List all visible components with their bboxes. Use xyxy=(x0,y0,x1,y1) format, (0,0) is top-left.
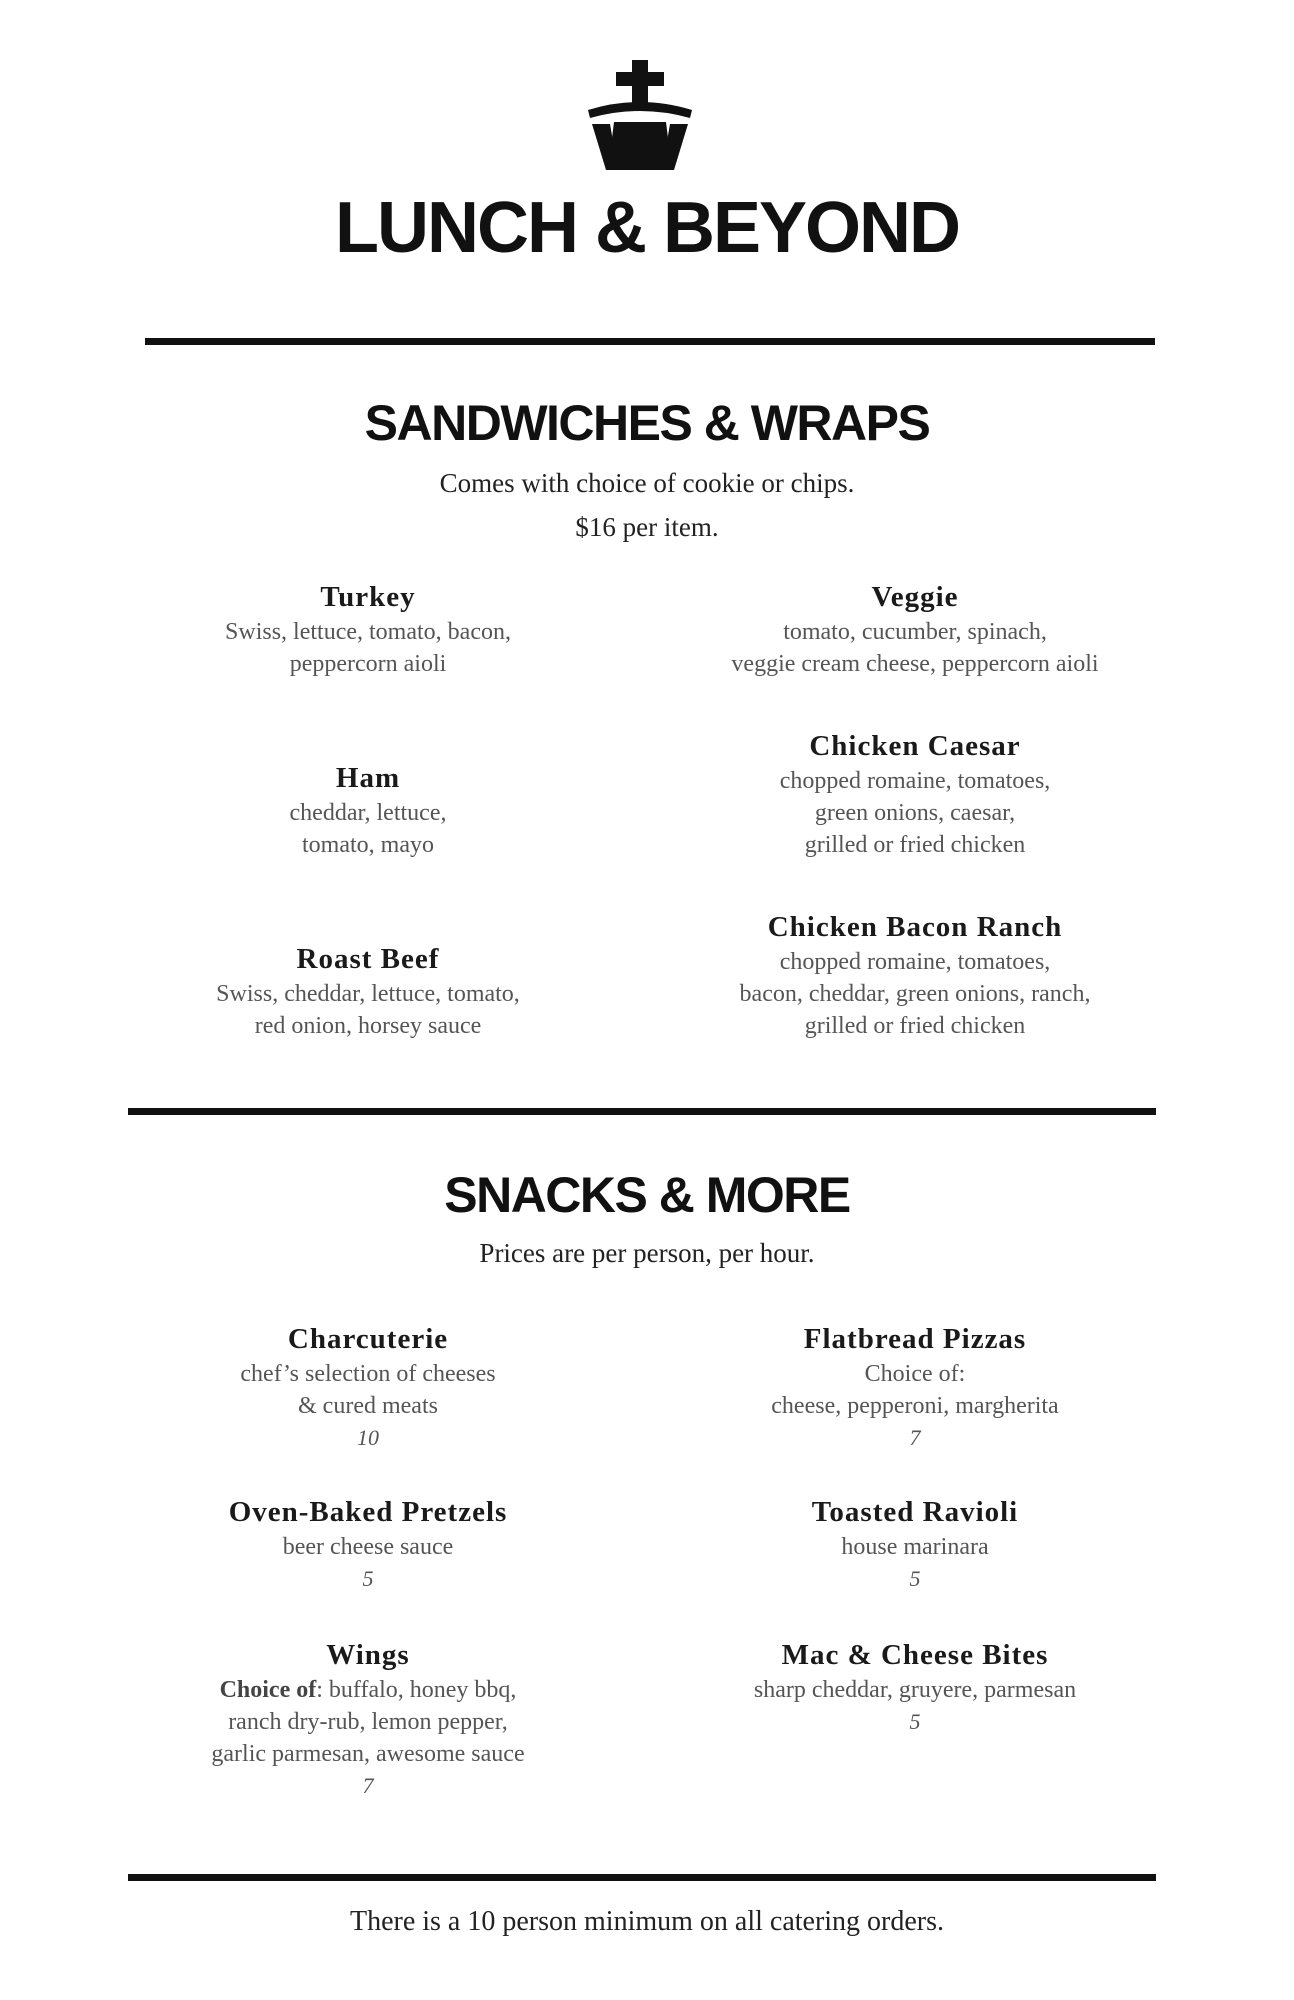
item-price: 10 xyxy=(357,1425,379,1450)
item-desc-lead: Choice of xyxy=(219,1677,317,1703)
item-name: Veggie xyxy=(871,581,959,613)
item-price: 5 xyxy=(909,1566,921,1591)
item-name: Toasted Ravioli xyxy=(811,1496,1019,1528)
item-desc: house marinara xyxy=(841,1534,989,1560)
item-desc: Choice of: xyxy=(864,1361,966,1387)
item-name: Flatbread Pizzas xyxy=(803,1323,1027,1355)
item-desc: Swiss, cheddar, lettuce, tomato, xyxy=(216,981,520,1007)
item-desc: tomato, cucumber, spinach, xyxy=(783,619,1047,645)
item-desc: garlic parmesan, awesome sauce xyxy=(211,1741,525,1767)
item-desc: tomato, mayo xyxy=(302,832,434,858)
item-name: Oven-Baked Pretzels xyxy=(228,1496,508,1528)
item-desc: chopped romaine, tomatoes, xyxy=(779,768,1051,794)
menu-item-wings xyxy=(118,1638,618,1802)
divider-top xyxy=(145,338,1155,345)
item-desc: & cured meats xyxy=(298,1393,438,1419)
menu-item-chicken-caesar xyxy=(665,729,1165,861)
menu-item-roast-beef xyxy=(118,942,618,1042)
item-desc: chopped romaine, tomatoes, xyxy=(779,949,1051,975)
item-desc: Swiss, lettuce, tomato, bacon, xyxy=(225,619,511,645)
divider-middle xyxy=(128,1108,1156,1115)
item-name: Chicken Bacon Ranch xyxy=(767,911,1063,943)
item-desc: cheese, pepperoni, margherita xyxy=(771,1393,1059,1419)
item-desc: peppercorn aioli xyxy=(289,651,447,677)
item-price: 7 xyxy=(909,1425,921,1450)
item-desc: cheddar, lettuce, xyxy=(289,800,447,826)
item-desc: chef’s selection of cheeses xyxy=(240,1361,496,1387)
item-name: Charcuterie xyxy=(287,1323,449,1355)
section-subtitle-sandwiches-1: Comes with choice of cookie or chips. xyxy=(439,468,855,498)
item-name: Turkey xyxy=(320,581,416,613)
item-desc: red onion, horsey sauce xyxy=(254,1013,482,1039)
item-desc: veggie cream cheese, peppercorn aioli xyxy=(731,651,1099,677)
item-price: 5 xyxy=(362,1566,374,1591)
menu-item-flatbread-pizzas xyxy=(665,1322,1165,1454)
footer-note: There is a 10 person minimum on all catering orders. xyxy=(349,1906,945,1937)
item-desc xyxy=(118,1674,618,1706)
item-desc: green onions, caesar, xyxy=(814,800,1016,826)
section-subtitle-sandwiches-2: $16 per item. xyxy=(575,512,719,542)
item-name: Mac & Cheese Bites xyxy=(781,1639,1049,1671)
item-price: 7 xyxy=(362,1773,374,1798)
item-name: Ham xyxy=(335,762,401,794)
item-name: Chicken Caesar xyxy=(809,730,1021,762)
item-desc: ranch dry-rub, lemon pepper, xyxy=(228,1709,508,1735)
item-desc: grilled or fried chicken xyxy=(804,1013,1026,1039)
item-price: 5 xyxy=(909,1709,921,1734)
menu-item-ham xyxy=(118,761,618,861)
divider-bottom xyxy=(128,1874,1156,1881)
menu-item-toasted-ravioli xyxy=(665,1495,1165,1595)
brand-title: LUNCH & BEYOND xyxy=(334,188,959,268)
section-subtitle-snacks: Prices are per person, per hour. xyxy=(479,1238,815,1268)
item-desc: bacon, cheddar, green onions, ranch, xyxy=(739,981,1091,1007)
item-desc: beer cheese sauce xyxy=(282,1534,454,1560)
section-title-snacks: SNACKS & MORE xyxy=(444,1167,850,1223)
menu-item-veggie xyxy=(665,580,1165,680)
menu-item-mac-cheese-bites xyxy=(665,1638,1165,1738)
item-desc: sharp cheddar, gruyere, parmesan xyxy=(753,1677,1077,1703)
section-title-sandwiches: SANDWICHES & WRAPS xyxy=(364,395,930,451)
menu-item-turkey xyxy=(118,580,618,680)
item-name: Roast Beef xyxy=(296,943,440,975)
menu-item-oven-baked-pretzels xyxy=(118,1495,618,1595)
menu-item-charcuterie xyxy=(118,1322,618,1454)
menu-item-chicken-bacon-ranch xyxy=(665,910,1165,1042)
item-name: Wings xyxy=(326,1639,410,1671)
item-desc: grilled or fried chicken xyxy=(804,832,1026,858)
crown-cross-icon xyxy=(580,58,700,178)
item-desc-rest: : buffalo, honey bbq, xyxy=(316,1677,517,1703)
